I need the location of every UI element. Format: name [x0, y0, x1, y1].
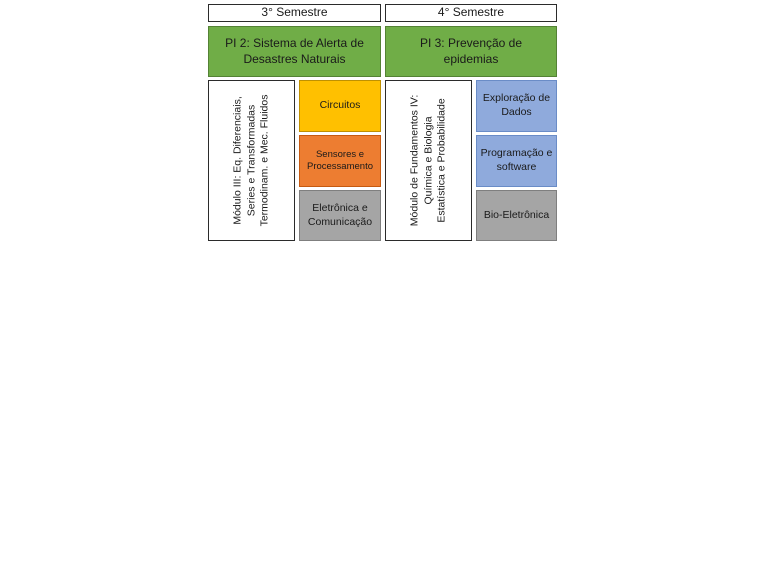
circuitos-box: Circuitos	[299, 80, 381, 132]
module-3-line: Termodinam. e Mec. Fluidos	[258, 94, 271, 227]
programacao-software-box: Programação e software	[476, 135, 557, 187]
bio-eletronica-box: Bio-Eletrônica	[476, 190, 557, 241]
module-4-line: Química e Biologia	[421, 116, 434, 205]
module-3-line: Series e Transformadas	[244, 104, 257, 217]
module-3-line: Módulo III: Eq. Diferenciais,	[231, 96, 244, 225]
exploracao-dados-box: Exploração de Dados	[476, 80, 557, 132]
module-3-box	[208, 80, 295, 241]
pi-3-box: PI 3: Prevenção de epidemias	[385, 26, 557, 77]
module-3-text	[231, 95, 272, 227]
semester-4-header: 4° Semestre	[385, 4, 557, 22]
semester-3-header: 3° Semestre	[208, 4, 381, 22]
pi-2-box: PI 2: Sistema de Alerta de Desastres Naturais	[208, 26, 381, 77]
module-4-line: Módulo de Fundamentos IV:	[408, 94, 421, 227]
module-4-text	[408, 95, 449, 227]
eletronica-comunicacao-box: Eletrônica e Comunicação	[299, 190, 381, 241]
module-4-box	[385, 80, 472, 241]
module-4-line: Estatística e Probabilidade	[435, 98, 448, 223]
sensores-processamento-box: Sensores e Processamento	[299, 135, 381, 187]
